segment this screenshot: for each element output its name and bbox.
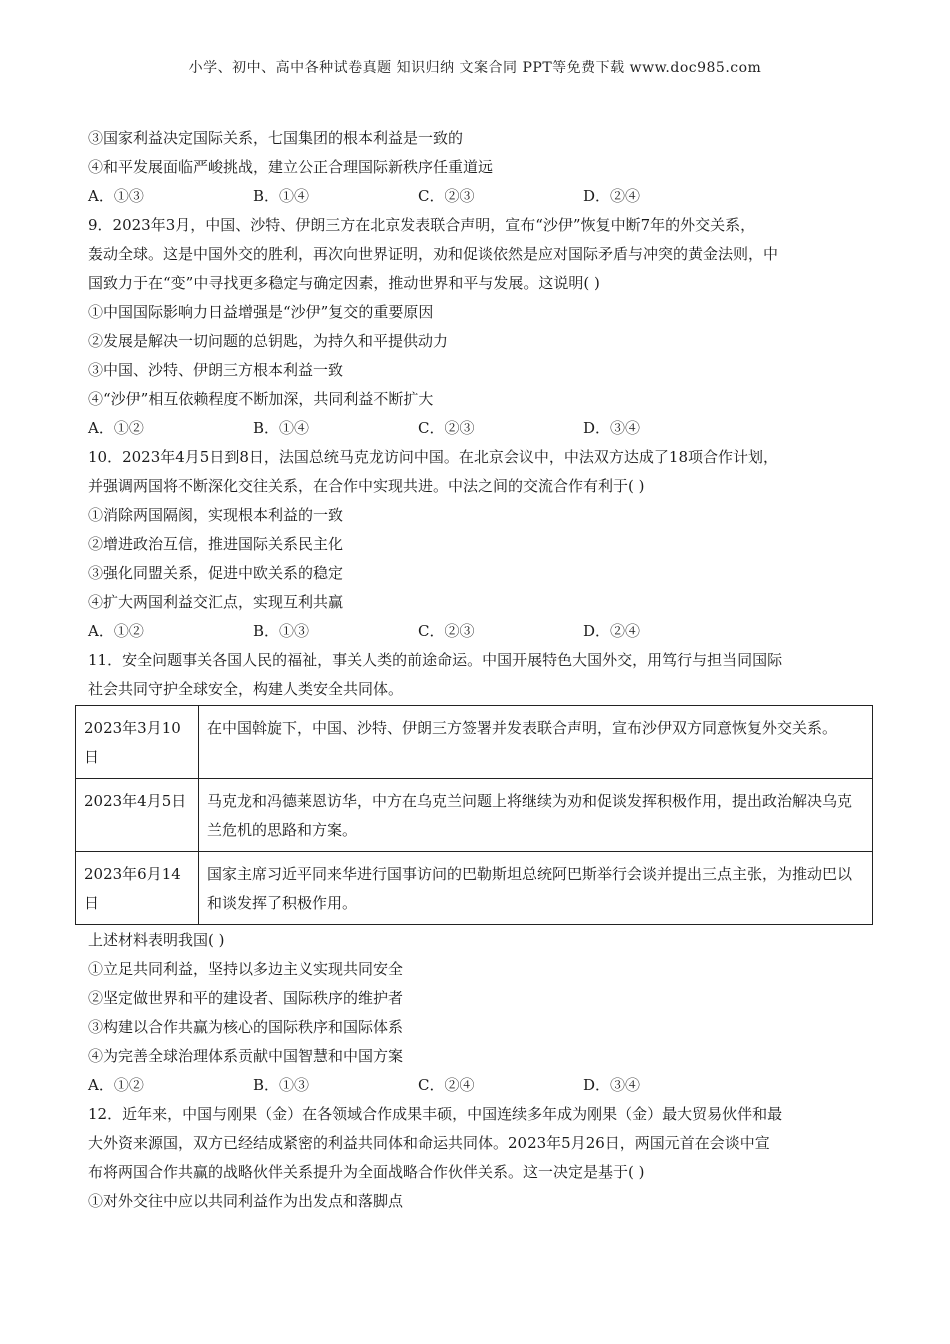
table-row [76,852,873,925]
option-item: ③强化同盟关系，促进中欧关系的稳定 [88,564,344,582]
choice-b: B．①④ [253,187,310,205]
choice-a: A．①② [88,622,144,640]
event-date: 2023年4月5日 [76,779,199,852]
question-stem-line: 11．安全问题事关各国人民的福祉，事关人类的前途命运。中国开展特色大国外交，用笃行与担当同国际 [88,651,783,669]
option-item: ④为完善全球治理体系贡献中国智慧和中国方案 [88,1047,404,1065]
option-item: ④和平发展面临严峻挑战，建立公正合理国际新秩序任重道远 [88,158,494,176]
choice-d: D．②④ [583,622,641,640]
choice-a: A．①③ [88,187,144,205]
answer-choices [88,182,878,211]
option-item: ②坚定做世界和平的建设者、国际秩序的维护者 [88,989,404,1007]
event-date: 2023年3月10日 [76,706,199,779]
option-item: ③构建以合作共赢为核心的国际秩序和国际体系 [88,1018,404,1036]
option-item: ①中国国际影响力日益增强是“沙伊”复交的重要原因 [88,303,434,321]
option-item: ④扩大两国利益交汇点，实现互利共赢 [88,593,344,611]
question-11 [84,646,878,1100]
option-item: ④“沙伊”相互依赖程度不断加深，共同利益不断扩大 [88,390,434,408]
answer-choices [88,617,878,646]
option-item: ①立足共同利益，坚持以多边主义实现共同安全 [88,960,404,978]
previous-question-tail [88,124,878,211]
choice-b: B．①③ [253,622,310,640]
question-stem-line: 布将两国合作共赢的战略伙伴关系提升为全面战略合作伙伴关系。这一决定是基于( ) [88,1163,645,1181]
event-description: 国家主席习近平同来华进行国事访问的巴勒斯坦总统阿巴斯举行会谈并提出三点主张，为推动巴以和谈发挥了积极作用。 [199,852,873,925]
table-row [76,779,873,852]
question-stem-line: 并强调两国将不断深化交往关系，在合作中实现共进。中法之间的交流合作有利于( ) [88,477,645,495]
answer-choices [88,1071,878,1100]
choice-a: A．①② [88,419,144,437]
question-stem-line: 社会共同守护全球安全，构建人类安全共同体。 [88,680,404,698]
choice-d: D．②④ [583,187,641,205]
option-item: ①对外交往中应以共同利益作为出发点和落脚点 [88,1192,404,1210]
choice-d: D．③④ [583,419,641,437]
choice-c: C．②③ [418,622,475,640]
events-table [75,705,873,925]
question-stem-line: 9．2023年3月，中国、沙特、伊朗三方在北京发表联合声明，宣布“沙伊”恢复中断7年的外交关系， [88,216,756,234]
question-stem-line: 12．近年来，中国与刚果（金）在各领域合作成果丰硕，中国连续多年成为刚果（金）最大贸易伙伴和最 [88,1105,783,1123]
question-stem-line: 轰动全球。这是中国外交的胜利，再次向世界证明，劝和促谈依然是应对国际矛盾与冲突的黄金法则，中 [88,245,779,263]
question-stem-line: 大外资来源国，双方已经结成紧密的利益共同体和命运共同体。2023年5月26日，两国元首在会谈中宣 [88,1134,770,1152]
choice-b: B．①④ [253,419,310,437]
question-stem-line: 国致力于在“变”中寻找更多稳定与确定因素，推动世界和平与发展。这说明( ) [88,274,600,292]
question-12 [88,1100,878,1216]
event-description: 在中国斡旋下，中国、沙特、伊朗三方签署并发表联合声明，宣布沙伊双方同意恢复外交关系。 [199,706,873,779]
exam-content [84,124,878,1216]
option-item: ②增进政治互信，推进国际关系民主化 [88,535,344,553]
question-prompt: 上述材料表明我国( ) [88,931,225,949]
option-item: ②发展是解决一切问题的总钥匙，为持久和平提供动力 [88,332,449,350]
choice-d: D．③④ [583,1076,641,1094]
choice-c: C．②④ [418,1076,475,1094]
page-header: 小学、初中、高中各种试卷真题 知识归纳 文案合同 PPT等免费下载 www.doc985.com [188,60,762,76]
event-date: 2023年6月14日 [76,852,199,925]
option-item: ①消除两国隔阂，实现根本利益的一致 [88,506,344,524]
question-9 [88,211,878,443]
option-item: ③中国、沙特、伊朗三方根本利益一致 [88,361,344,379]
answer-choices [88,414,878,443]
question-stem-line: 10．2023年4月5日到8日，法国总统马克龙访问中国。在北京会议中，中法双方达成了18项合作计划， [88,448,778,466]
choice-c: C．②③ [418,187,475,205]
choice-b: B．①③ [253,1076,310,1094]
event-description: 马克龙和冯德莱恩访华，中方在乌克兰问题上将继续为劝和促谈发挥积极作用，提出政治解决乌克兰危机的思路和方案。 [199,779,873,852]
option-item: ③国家利益决定国际关系，七国集团的根本利益是一致的 [88,129,464,147]
choice-a: A．①② [88,1076,144,1094]
choice-c: C．②③ [418,419,475,437]
question-10 [88,443,878,646]
table-row [76,706,873,779]
